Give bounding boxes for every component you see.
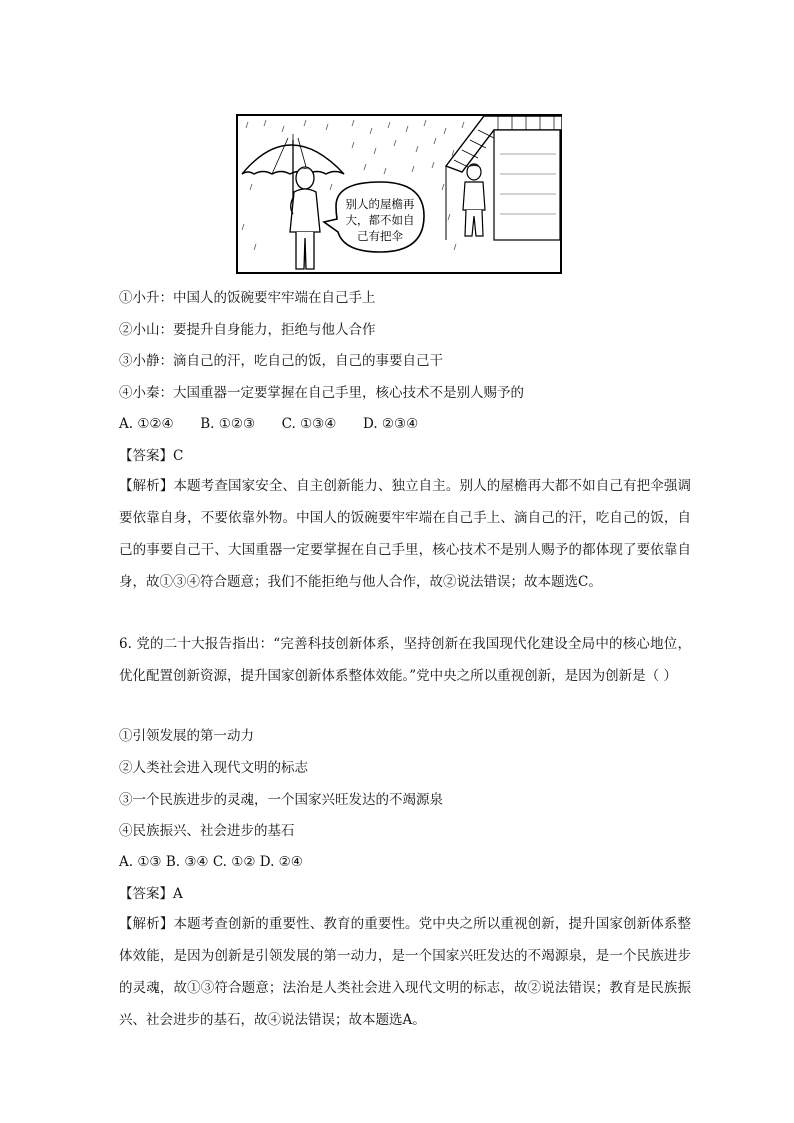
bubble-line-2: 大，都不如自 xyxy=(345,213,415,227)
q6-option-1: ①引领发展的第一动力 xyxy=(119,728,254,744)
q5-choices xyxy=(119,414,418,434)
bubble-line-1: 别人的屋檐再 xyxy=(345,197,415,211)
q5-choice-d: D. ②③④ xyxy=(362,416,419,432)
q5-option-3: ③小静：滴自己的汗，吃自己的饭，自己的事要自己干 xyxy=(119,353,443,369)
q6-analysis: 【解析】本题考查创新的重要性、教育的重要性。党中央之所以重视创新，提升国家创新体系整体效能，是因为创新是引领发展的第一动力，是一个国家兴旺发达的不竭源泉，是一个民族进步的灵魂，故①③符合题意；法治是人类社会进入现代文明的标志，故②说法错误；教育是民族振兴、社会进步的基石，故④说法错误；故本题选A。 xyxy=(119,916,691,1028)
q6-answer: 【答案】A xyxy=(119,886,183,902)
q5-choice-b: B. ①②③ xyxy=(200,416,256,432)
cartoon-figure xyxy=(236,114,562,274)
q6-option-2: ②人类社会进入现代文明的标志 xyxy=(119,760,308,776)
q5-option-2: ②小山：要提升自身能力，拒绝与他人合作 xyxy=(119,322,376,338)
q6-option-4: ④民族振兴、社会进步的基石 xyxy=(119,823,295,839)
q5-option-1: ①小升：中国人的饭碗要牢牢端在自己手上 xyxy=(119,290,376,306)
q5-answer: 【答案】C xyxy=(119,448,184,464)
q5-choice-c: C. ①③④ xyxy=(281,416,337,432)
q6-choices: A. ①③ B. ③④ C. ①② D. ②④ xyxy=(119,854,303,870)
bubble-line-3: 己有把伞 xyxy=(357,229,403,243)
q6-option-3: ③一个民族进步的灵魂，一个国家兴旺发达的不竭源泉 xyxy=(119,792,443,808)
q6-stem: 6. 党的二十大报告指出：“完善科技创新体系，坚持创新在我国现代化建设全局中的核心地位，优化配置创新资源，提升国家创新体系整体效能。”党中央之所以重视创新，是因为创新是（ ） xyxy=(119,636,691,684)
q5-choice-a: A. ①②④ xyxy=(119,416,174,432)
q5-analysis: 【解析】本题考查国家安全、自主创新能力、独立自主。别人的屋檐再大都不如自己有把伞强调要依靠自身，不要依靠外物。中国人的饭碗要牢牢端在自己手上、滴自己的汗，吃自己的饭，自己的事要自己干、大国重器一定要掌握在自己手里，核心技术不是别人赐予的都体现了要依靠自身，故①③④符合题意；我们不能拒绝与他人合作，故②说法错误；故本题选C。 xyxy=(119,478,691,590)
q5-option-4: ④小秦：大国重器一定要掌握在自己手里，核心技术不是别人赐予的 xyxy=(119,385,524,401)
